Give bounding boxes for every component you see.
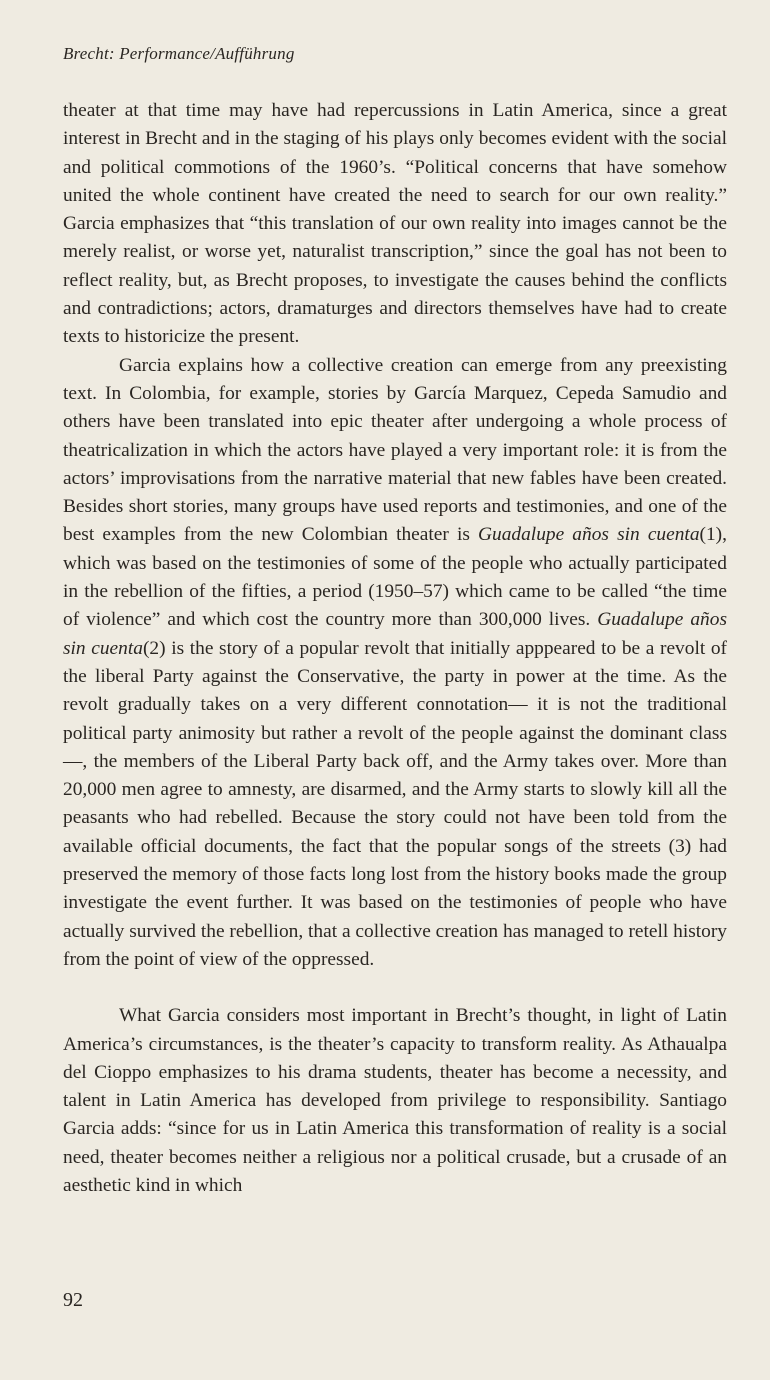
body-text: [63, 97, 727, 1200]
page-number: 92: [63, 1289, 83, 1311]
paragraph-text: Garcia explains how a collective creation can emerge from any preexisting text. In Colombia, for example, stories by García Marquez, Cepeda Samudio and others have been translated into epic theater after undergoing a whole process of theatricalization in which the actors have played a very important role: it is from the actors’ improvisations from the narrative material that new fables have been created. Besides short stories, many groups have used reports and testimonies, and one of the best examples from the new Colombian theater is: [63, 354, 727, 546]
play-title: Guadalupe años sin cuenta: [63, 609, 727, 659]
paragraph-text: (2) is the story of a popular revolt that initially apppeared to be a revolt of the liberal Party against the Conservative, the party in power at the time. As the revolt gradually takes on a very different connotation— it is not the traditional political party animosity but rather a revolt of the people against the dominant class—, the members of the Liberal Party back off, and the Army takes over. More than 20,000 men agree to amnesty, are disarmed, and the Army starts to slowly kill all the peasants who had rebelled. Because the story could not have been told from the available official documents, the fact that the popular songs of the streets (3) had preserved the memory of those facts long lost from the history books made the group investigate the event further. It was based on the testimonies of people who have actually survived the rebellion, that a collective creation has managed to retell history from the point of view of the oppressed.: [63, 637, 727, 970]
running-head: Brecht: Performance/Aufführung: [63, 44, 295, 63]
play-title: Guadalupe años sin cuenta: [478, 524, 700, 546]
paragraph-continued: theater at that time may have had repercussions in Latin America, since a great interest in Brecht and in the staging of his plays only becomes evident with the social and political commotions of the 1960’s. “Political concerns that have somehow united the whole continent have created the need to search for our own reality.” Garcia emphasizes that “this translation of our own reality into images cannot be the merely realist, or worse yet, naturalist transcription,” since the goal has not been to reflect reality, but, as Brecht proposes, to investigate the causes behind the conflicts and contradictions; actors, dramaturges and directors themselves have had to create texts to historicize the present.: [63, 100, 727, 348]
paragraph-collective-creation: [63, 352, 727, 975]
paragraph-transform-reality: What Garcia considers most important in Brecht’s thought, in light of Latin America’s circumstances, is the theater’s capacity to transform reality. As Athaualpa del Cioppo emphasizes to his drama students, theater has become a necessity, and talent in Latin America has developed from privilege to responsibility. Santiago Garcia adds: “since for us in Latin America this transformation of reality is a social need, theater becomes neither a religious nor a political crusade, but a crusade of an aesthetic kind in which: [63, 1005, 727, 1196]
paragraph-text: (1), which was based on the testimonies of some of the people who actually participated in the rebellion of the fifties, a period (1950–57) which came to be called “the time of violence” and which cost the country more than 300,000 lives.: [63, 524, 727, 631]
